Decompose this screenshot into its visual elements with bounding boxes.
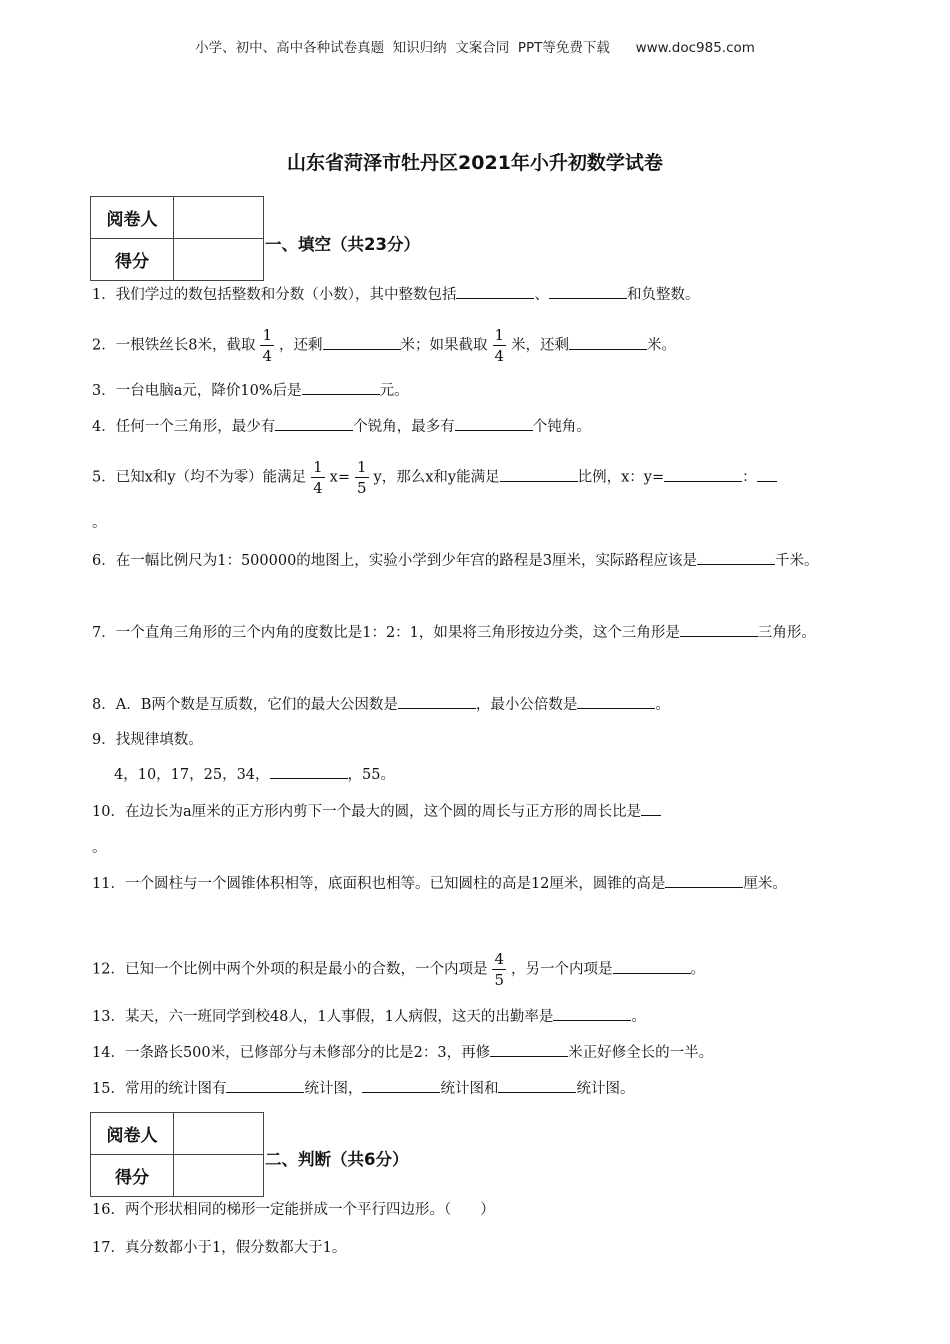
fraction: $\frac{4}{5}$ [494,950,504,989]
question-14: 14．一条路长500米，已修部分与未修部分的比是2：3，再修 米正好修全长的一半。 [92,1035,892,1072]
reviewer-label: 阅卷人 [91,1113,174,1155]
answer-blank[interactable] [577,694,655,710]
fraction: $\frac{1}{5}$ [356,458,367,497]
reviewer-box[interactable] [174,197,264,239]
reviewer-label: 阅卷人 [91,197,174,239]
question-9: 9．找规律填数。 [92,732,203,748]
answer-blank[interactable] [549,284,627,300]
section-heading: 二、判断（共6分） [265,1150,409,1169]
answer-blank[interactable] [697,550,775,566]
fraction: $\frac{1}{4}$ [313,458,323,497]
reviewer-box[interactable] [174,1113,264,1155]
answer-blank[interactable] [498,1078,576,1094]
question-9-sequence: 4，10，17，25，34， ，55。 [92,757,892,794]
question-5-end: 。 [92,515,107,531]
score-box[interactable] [174,239,264,281]
question-16: 16．两个形状相同的梯形一定能拼成一个平行四边形。（ ） [92,1202,495,1218]
question-15: 15．常用的统计图有 统计图， 统计图和 统计图。 [92,1071,892,1108]
question-6: 6．在一幅比例尺为1：500000的地图上，实验小学到少年宫的路程是3厘米，实际路程应该是 千米。 [92,543,892,580]
question-10-end: 。 [92,840,107,856]
score-table-1 [90,196,264,281]
answer-blank[interactable] [490,1042,568,1058]
answer-blank[interactable] [500,466,578,482]
answer-blank[interactable] [270,764,348,780]
answer-blank[interactable] [226,1078,304,1094]
question-17: 17．真分数都小于1，假分数都大于1。 [92,1240,347,1256]
fraction: $\frac{1}{4}$ [262,326,272,365]
question-2: 2．一根铁丝长8米，截取 $\frac{1}{4}$ ，还剩 米；如果截取 $\frac{1}{4}$ 米，还剩 米。 [92,326,677,365]
question-8: 8．A．B两个数是互质数，它们的最大公因数是 ，最小公倍数是 。 [92,687,892,724]
section-heading: 一、填空（共23分） [265,235,420,254]
answer-blank[interactable] [302,380,380,396]
score-label: 得分 [91,1155,174,1197]
question-12: 12．已知一个比例中两个外项的积是最小的合数，一个内项是 $\frac{4}{5}$ ，另一个内项是 。 [92,950,705,989]
score-table-2 [90,1112,264,1197]
answer-blank[interactable] [553,1006,631,1022]
answer-blank[interactable] [323,334,401,350]
answer-blank[interactable] [757,466,777,482]
answer-blank[interactable] [275,416,353,432]
answer-blank[interactable] [613,958,691,974]
answer-blank[interactable] [641,801,661,817]
question-11: 11．一个圆柱与一个圆锥体积相等，底面积也相等。已知圆柱的高是12厘米，圆锥的高是 厘米。 [92,866,892,903]
question-10: 10．在边长为a厘米的正方形内剪下一个最大的圆，这个圆的周长与正方形的周长比是 [92,794,892,831]
answer-blank[interactable] [455,416,533,432]
page-header: 小学、初中、高中各种试卷真题 知识归纳 文案合同 PPT等免费下载 www.doc985.com [195,40,755,56]
fraction: $\frac{1}{4}$ [494,326,505,365]
answer-blank[interactable] [664,466,742,482]
question-5: 5．已知x和y（均不为零）能满足 $\frac{1}{4}$ x= $\frac{1}{5}$ y，那么x和y能满足 比例，x：y= ： [92,457,892,498]
question-7: 7．一个直角三角形的三个内角的度数比是1：2：1，如果将三角形按边分类，这个三角形是 三角形。 [92,615,892,652]
answer-blank[interactable] [398,694,476,710]
answer-blank[interactable] [362,1078,440,1094]
answer-blank[interactable] [680,622,758,638]
answer-blank[interactable] [569,334,647,350]
score-box[interactable] [174,1155,264,1197]
question-13: 13．某天，六一班同学到校48人，1人事假，1人病假，这天的出勤率是 。 [92,999,892,1036]
score-label: 得分 [91,239,174,281]
question-1: 1．我们学过的数包括整数和分数（小数），其中整数包括 、 和负整数。 [92,277,892,314]
question-4: 4．任何一个三角形，最少有 个锐角，最多有 个钝角。 [92,409,892,446]
page-title: 山东省菏泽市牡丹区2021年小升初数学试卷 [287,152,663,174]
question-3: 3．一台电脑a元，降价10%后是 元。 [92,373,892,410]
answer-blank[interactable] [665,873,743,889]
answer-blank[interactable] [456,284,534,300]
